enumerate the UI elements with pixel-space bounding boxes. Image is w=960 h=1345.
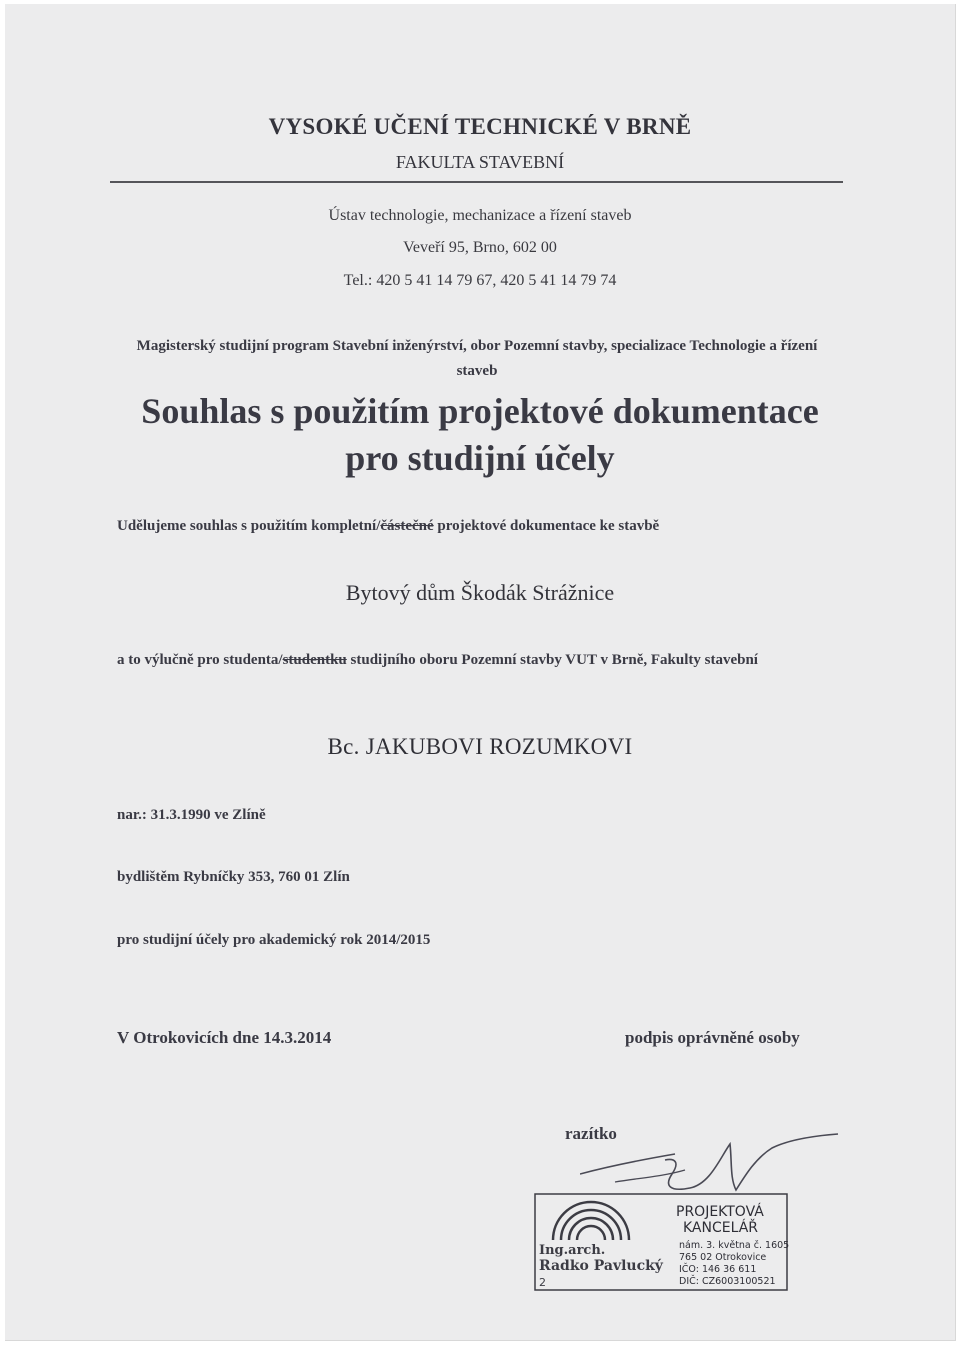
residence-info: bydlištěm Rybníčky 353, 760 01 Zlín [117, 869, 350, 885]
company-stamp [531, 1190, 791, 1294]
purpose-info: pro studijní účely pro akademický rok 2014/2015 [117, 932, 431, 948]
struck-option-student: studentku [282, 652, 347, 668]
university-name: VYSOKÉ UČENÍ TECHNICKÉ V BRNĚ [268, 114, 692, 139]
consent-statement [117, 518, 659, 535]
stamp-title-2: KANCELÁŘ [683, 1220, 759, 1236]
stamp-ico: IČO: 146 36 611 [679, 1264, 757, 1275]
struck-option: částečné [380, 518, 434, 534]
signature-label: podpis oprávněné osoby [625, 1028, 800, 1047]
stamp-number: 2 [539, 1276, 546, 1289]
stamp-title-1: PROJEKTOVÁ [676, 1204, 764, 1220]
document-title-line2: pro studijní účely [345, 438, 615, 478]
student-clause [117, 649, 837, 672]
student-name: Bc. JAKUBOVI ROZUMKOVI [327, 734, 633, 759]
consent-text-end: projektové dokumentace ke stavbě [433, 518, 660, 534]
student-clause-start: a to výlučně pro studenta/ [117, 652, 283, 668]
institute-name: Ústav technologie, mechanizace a řízení staveb [328, 207, 632, 224]
place-date: V Otrokovicích dne 14.3.2014 [117, 1028, 332, 1047]
stamp-city: 765 02 Otrokovice [679, 1252, 767, 1263]
institute-phone: Tel.: 420 5 41 14 79 67, 420 5 41 14 79 74 [343, 272, 617, 289]
header-divider [110, 181, 843, 183]
building-name: Bytový dům Škodák Strážnice [345, 580, 615, 605]
stamp-label: razítko [565, 1124, 617, 1143]
stamp-dic: DIČ: CZ6003100521 [679, 1276, 776, 1287]
stamp-logo-text-1: Ing.arch. [539, 1243, 606, 1258]
stamp-logo-text-2: Radko Pavlucký [539, 1258, 663, 1274]
student-clause-end: studijního oboru Pozemní stavby VUT v Brně, Fakulty stavební [346, 652, 758, 668]
document-sheet [5, 4, 956, 1341]
consent-text-start: Udělujeme souhlas s použitím kompletní/ [117, 518, 381, 534]
faculty-name: FAKULTA STAVEBNÍ [395, 152, 565, 172]
study-program: Magisterský studijní program Stavební inženýrství, obor Pozemní stavby, specializace Technologie a řízení staveb [136, 338, 818, 379]
birth-info: nar.: 31.3.1990 ve Zlíně [117, 807, 266, 823]
document-title: Souhlas s použitím projektové dokumentace [141, 391, 819, 431]
institute-address: Veveří 95, Brno, 602 00 [403, 239, 557, 256]
stamp-street: nám. 3. května č. 1605 [679, 1240, 790, 1251]
